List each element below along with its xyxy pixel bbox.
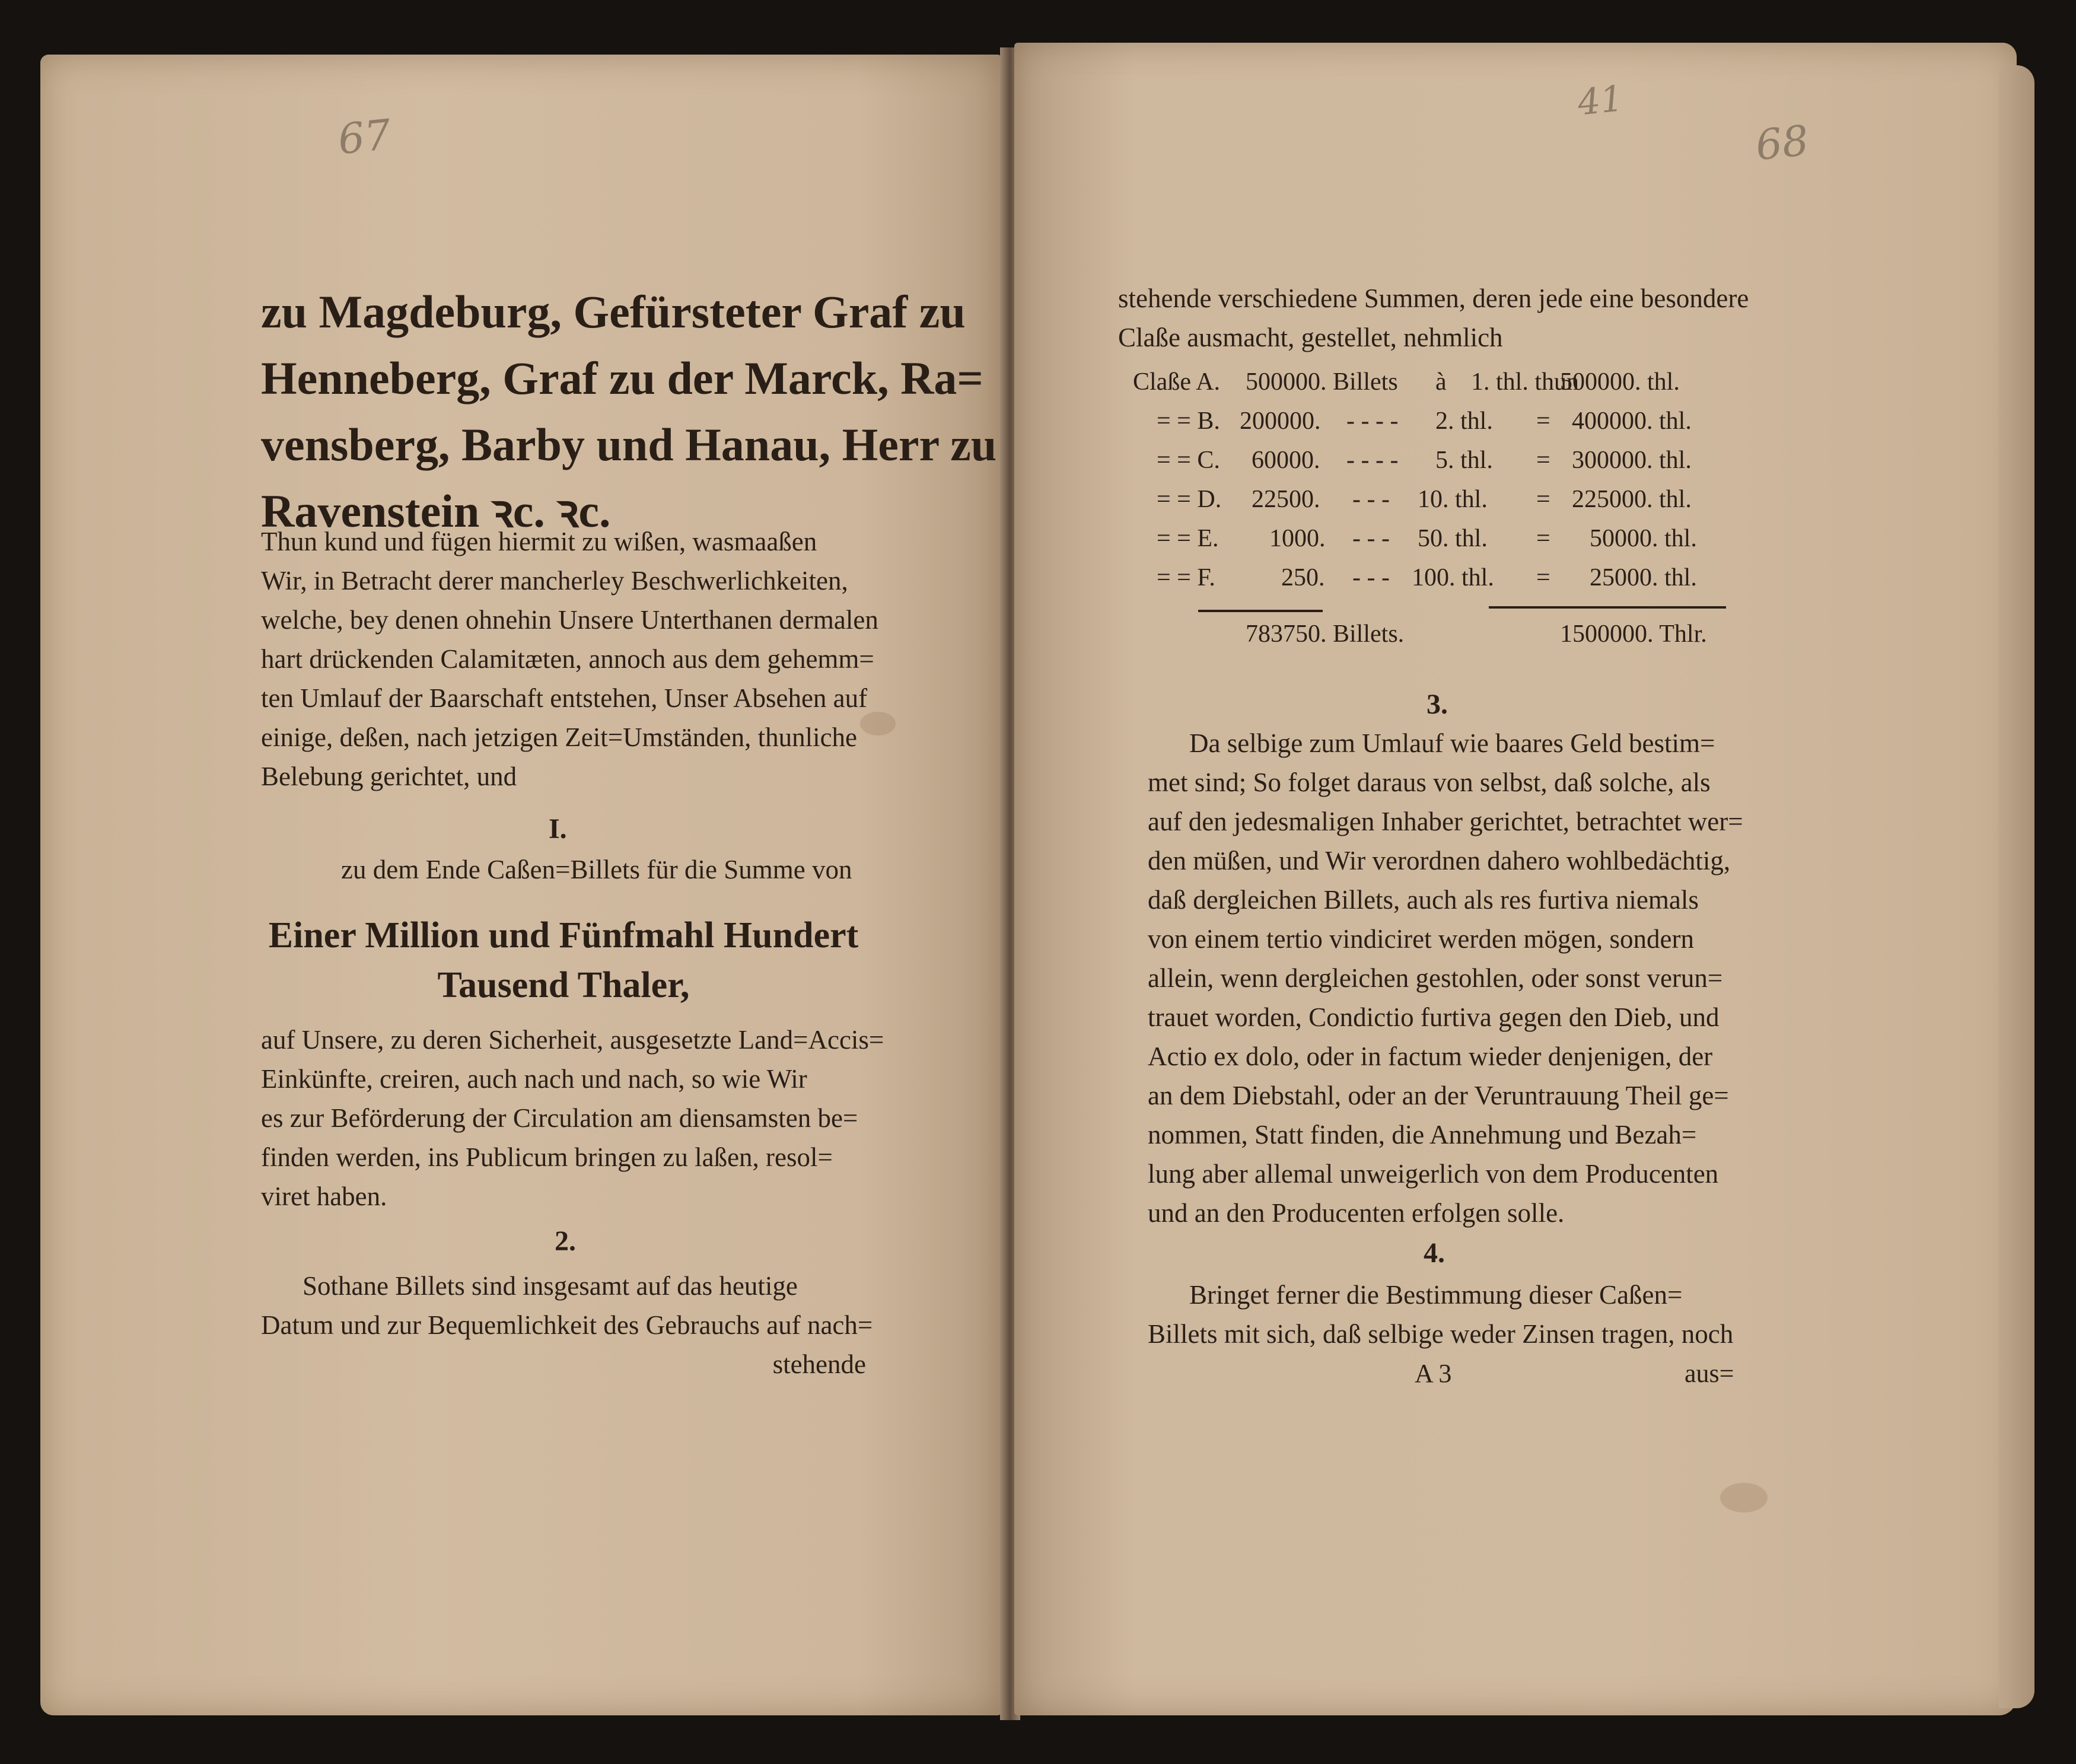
row-dashes: - - - (1352, 486, 1390, 513)
text-line: von einem tertio vindiciret werden mögen, sondern (1148, 924, 1694, 954)
section1-lead: zu dem Ende Caßen=Billets für die Summe von (341, 855, 852, 884)
text-line: einige, deßen, nach jetzigen Zeit=Umständen, thunliche (261, 722, 858, 752)
text-line: met sind; So folget daraus von selbst, daß solche, als (1148, 768, 1711, 797)
text-line: ten Umlauf der Baarschaft entstehen, Unser Absehen auf (261, 683, 868, 713)
text-line: Datum und zur Bequemlichkeit des Gebrauchs auf nach= (261, 1310, 873, 1340)
heading-line: vensberg, Barby und Hanau, Herr zu (261, 419, 997, 470)
text-line: Claße ausmacht, gestellet, nehmlich (1118, 323, 1503, 352)
section3-paragraph (1148, 724, 1743, 1233)
text-line: Wir, in Betracht derer mancherley Beschwerlichkeiten, (261, 566, 848, 596)
row-total: 400000. thl. (1572, 407, 1692, 435)
printer-signature: A 3 (1415, 1359, 1452, 1388)
heading-line: Henneberg, Graf zu der Marck, Ra= (261, 352, 983, 404)
row-equals: = (1536, 447, 1550, 474)
text-line: Sothane Billets sind insgesamt auf das heutige (303, 1271, 798, 1301)
table-row (1133, 446, 1726, 485)
table-row (1133, 524, 1726, 563)
text-line: finden werden, ins Publicum bringen zu laßen, resol= (261, 1142, 833, 1172)
paper-stain (1720, 1483, 1768, 1513)
section4-paragraph (1148, 1275, 1735, 1354)
section-number-4: 4. (1424, 1237, 1445, 1269)
sum-rule-left (1198, 610, 1323, 612)
billet-count: 22500. (1252, 486, 1320, 513)
left-page-number: 67 (335, 110, 394, 164)
row-equals: = (1536, 525, 1550, 552)
right-intro-paragraph (1118, 279, 1749, 357)
sum-line: Tausend Thaler, (437, 965, 690, 1005)
class-label: Claße A. (1133, 368, 1220, 396)
section-number-3: 3. (1427, 689, 1448, 720)
sum-line: Einer Million und Fünfmahl Hundert (268, 915, 859, 956)
table-row (1133, 485, 1726, 524)
row-equals: = (1536, 407, 1550, 435)
text-line: und an den Producenten erfolgen solle. (1148, 1198, 1565, 1228)
row-dashes: - - - (1352, 564, 1390, 591)
class-label: = = B. (1157, 407, 1220, 435)
row-total: 500000. thl. (1560, 368, 1680, 396)
sum-heading (261, 910, 866, 1010)
right-page-number: 68 (1753, 116, 1811, 170)
text-line: Actio ex dolo, oder in factum wieder denjenigen, der (1148, 1042, 1713, 1071)
section-number-1: I. (549, 813, 567, 845)
row-dashes: - - - - (1346, 407, 1399, 435)
row-dashes: à (1435, 368, 1447, 396)
row-total: 50000. thl. (1590, 525, 1697, 552)
table-row (1133, 563, 1726, 603)
row-equals: = (1536, 564, 1550, 591)
text-line: stehende (772, 1349, 866, 1379)
billet-count: 500000. Billets (1246, 368, 1398, 396)
billet-count: 250. (1281, 564, 1325, 591)
text-line: lung aber allemal unweigerlich von dem Producenten (1148, 1159, 1719, 1189)
billet-rate: 1. thl. thun (1471, 368, 1580, 396)
class-label: = = F. (1157, 564, 1215, 591)
text-line: Thun kund und fügen hiermit zu wißen, wasmaaßen (261, 527, 817, 556)
text-line: es zur Beförderung der Circulation am diensamsten be= (261, 1103, 858, 1133)
text-line: viret haben. (261, 1182, 387, 1211)
text-line: nommen, Statt finden, die Annehmung und Bezah= (1148, 1120, 1697, 1150)
text-line: auf den jedesmaligen Inhaber gerichtet, betrachtet wer= (1148, 807, 1743, 836)
text-line: allein, wenn dergleichen gestohlen, oder sonst verun= (1148, 963, 1723, 993)
text-line: Da selbige zum Umlauf wie baares Geld bestim= (1189, 728, 1715, 758)
total-sum: 1500000. Thlr. (1560, 620, 1707, 648)
table-row (1133, 407, 1726, 446)
table-row (1133, 368, 1726, 407)
text-line: den müßen, und Wir verordnen dahero wohlbedächtig, (1148, 846, 1731, 875)
class-label: = = E. (1157, 525, 1219, 552)
total-billets: 783750. Billets. (1246, 620, 1405, 648)
text-line: Bringet ferner die Bestimmung dieser Caßen= (1189, 1280, 1683, 1310)
heading-line: zu Magdeburg, Gefürsteter Graf zu (261, 286, 966, 337)
section-number-2: 2. (555, 1225, 576, 1257)
row-total: 25000. thl. (1590, 564, 1697, 591)
text-line: Einkünfte, creiren, auch nach und nach, so wie Wir (261, 1064, 807, 1094)
text-line: an dem Diebstahl, oder an der Veruntrauung Theil ge= (1148, 1081, 1729, 1110)
row-total: 225000. thl. (1572, 486, 1692, 513)
left-intro-paragraph (261, 522, 878, 796)
left-heading (261, 279, 997, 545)
row-dashes: - - - (1352, 525, 1390, 552)
text-line: stehende verschiedene Summen, deren jede eine besondere (1118, 284, 1749, 313)
billet-count: 1000. (1269, 525, 1326, 552)
billet-rate: 10. thl. (1418, 486, 1488, 513)
billet-count: 60000. (1252, 447, 1320, 474)
row-equals: = (1536, 486, 1550, 513)
text-line: hart drückenden Calamitæten, annoch aus dem gehemm= (261, 644, 874, 674)
billet-count: 200000. (1240, 407, 1321, 435)
billet-rate: 100. thl. (1412, 564, 1494, 591)
row-dashes: - - - - (1346, 447, 1399, 474)
text-line: welche, bey denen ohnehin Unsere Unterthanen dermalen (261, 605, 878, 635)
heading-line: Ravenstein ꝛc. ꝛc. (261, 485, 611, 537)
billet-rate: 50. thl. (1418, 525, 1488, 552)
billet-rate: 5. thl. (1435, 447, 1493, 474)
text-line: trauet worden, Condictio furtiva gegen den Dieb, und (1148, 1002, 1720, 1032)
catchword: aus= (1685, 1359, 1734, 1388)
text-line: Belebung gerichtet, und (261, 762, 517, 791)
billets-table (1133, 368, 1726, 603)
text-line: auf Unsere, zu deren Sicherheit, ausgesetzte Land=Accis= (261, 1025, 884, 1055)
row-total: 300000. thl. (1572, 447, 1692, 474)
class-label: = = D. (1157, 486, 1222, 513)
text-line: daß dergleichen Billets, auch als res furtiva niemals (1148, 885, 1699, 915)
text-line: Billets mit sich, daß selbige weder Zinsen tragen, noch (1148, 1319, 1734, 1349)
page-edge (1999, 65, 2034, 1708)
right-top-mark: 41 (1575, 78, 1625, 124)
billet-rate: 2. thl. (1435, 407, 1493, 435)
sum-rule-right (1489, 606, 1726, 609)
section1-paragraph (261, 1020, 884, 1216)
section2-paragraph (261, 1266, 873, 1384)
class-label: = = C. (1157, 447, 1220, 474)
